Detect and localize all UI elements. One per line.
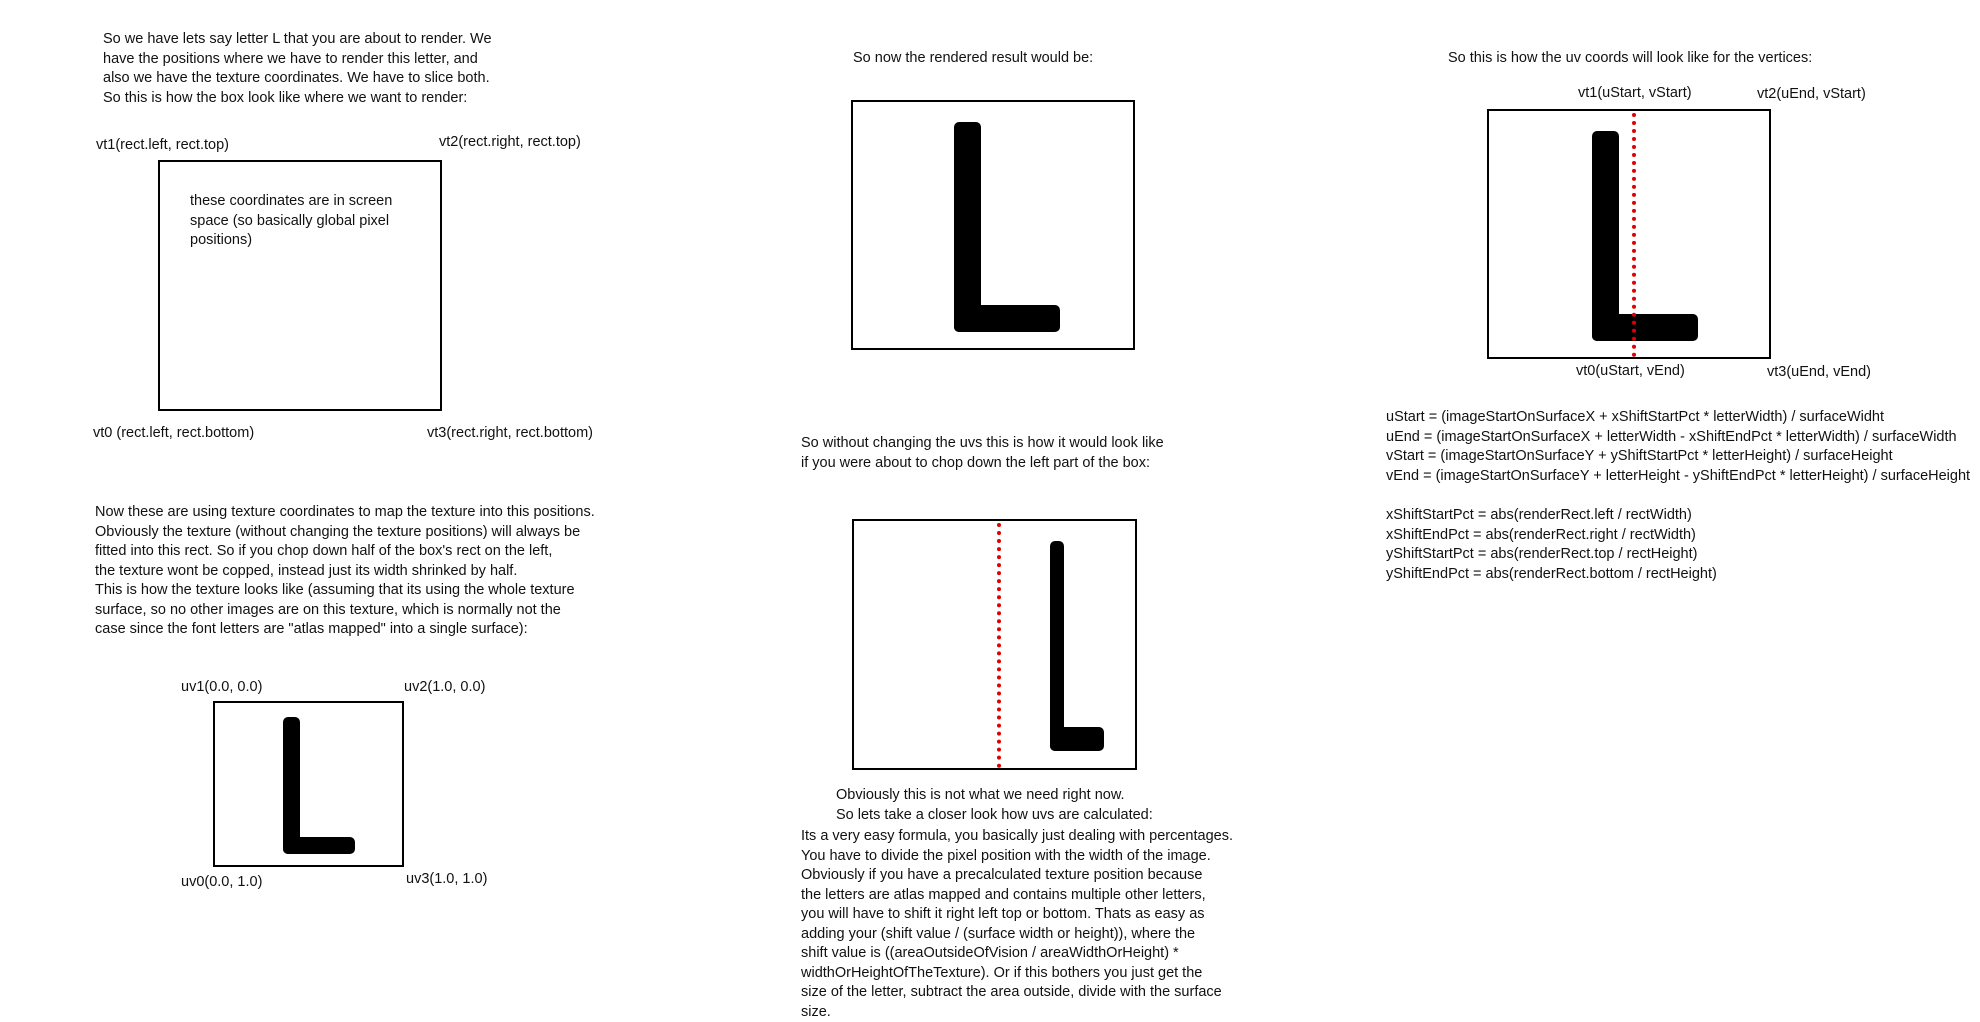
not-needed-line: Obviously this is not what we need right now. (836, 786, 1153, 806)
intro-line: So we have lets say letter L that you are about to render. We (103, 30, 492, 50)
texture-uv2-label: uv2(1.0, 0.0) (404, 678, 485, 698)
uv-cut-line (1632, 113, 1636, 357)
screen-box-note (190, 192, 392, 251)
texture-explain-line: Now these are using texture coordinates to map the texture into this positions. (95, 503, 595, 523)
letter-l-stem (283, 717, 300, 854)
screen-vt2-label: vt2(rect.right, rect.top) (439, 133, 581, 153)
screen-vt0-label: vt0 (rect.left, rect.bottom) (93, 424, 254, 444)
screen-note-line: these coordinates are in screen (190, 192, 392, 212)
formula-explain-line: Obviously if you have a precalculated texture position because (801, 866, 1233, 886)
texture-explain-line: the texture wont be copped, instead just its width shrinked by half. (95, 562, 595, 582)
chopped-caption-line: So without changing the uvs this is how it would look like (801, 434, 1164, 454)
uv-formula-line: vStart = (imageStartOnSurfaceY + yShiftStartPct * letterHeight) / surfaceHeight (1386, 447, 1970, 467)
formula-explain-line: the letters are atlas mapped and contains multiple other letters, (801, 886, 1233, 906)
texture-uv1-label: uv1(0.0, 0.0) (181, 678, 262, 698)
texture-box (213, 701, 404, 867)
intro-text (103, 30, 492, 108)
texture-explain-line: This is how the texture looks like (assuming that its using the whole texture (95, 581, 595, 601)
uv-coords-box (1487, 109, 1771, 359)
uv-formulas (1386, 408, 1970, 486)
formula-explain-line: widthOrHeightOfTheTexture). Or if this bothers you just get the (801, 964, 1233, 984)
uv-vt1-label: vt1(uStart, vStart) (1578, 84, 1692, 104)
texture-explain-line: case since the font letters are "atlas mapped" into a single surface): (95, 620, 595, 640)
intro-line: So this is how the box look like where we want to render: (103, 89, 492, 109)
not-needed-line: So lets take a closer look how uvs are calculated: (836, 806, 1153, 826)
formula-explain-line: shift value is ((areaOutsideOfVision / areaWidthOrHeight) * (801, 944, 1233, 964)
letter-l-foot (283, 837, 355, 854)
formula-explain-line: size. (801, 1003, 1233, 1022)
chopped-caption-line: if you were about to chop down the left part of the box: (801, 454, 1164, 474)
chop-cut-line (997, 523, 1001, 768)
formula-explanation (801, 827, 1233, 1022)
formula-explain-line: size of the letter, subtract the area outside, divide with the surface (801, 983, 1233, 1003)
chopped-render-box (852, 519, 1137, 770)
texture-explain-line: surface, so no other images are on this texture, which is normally not the (95, 601, 595, 621)
uv-vt2-label: vt2(uEnd, vStart) (1757, 85, 1866, 105)
chopped-caption (801, 434, 1164, 473)
formula-explain-line: adding your (shift value / (surface width or height)), where the (801, 925, 1233, 945)
letter-l-stem (954, 122, 981, 332)
formula-explain-line: Its a very easy formula, you basically just dealing with percentages. (801, 827, 1233, 847)
screen-vt1-label: vt1(rect.left, rect.top) (96, 136, 229, 156)
intro-line: have the positions where we have to render this letter, and (103, 50, 492, 70)
uv-vt0-label: vt0(uStart, vEnd) (1576, 362, 1685, 382)
intro-line: also we have the texture coordinates. We have to slice both. (103, 69, 492, 89)
shift-formula-line: yShiftEndPct = abs(renderRect.bottom / rectHeight) (1386, 565, 1717, 585)
screen-space-box (158, 160, 442, 411)
screen-note-line: space (so basically global pixel (190, 212, 392, 232)
rendered-result-caption: So now the rendered result would be: (853, 49, 1093, 69)
shift-formula-line: xShiftEndPct = abs(renderRect.right / rectWidth) (1386, 526, 1717, 546)
letter-l-foot (1592, 314, 1698, 341)
uv-formula-line: uEnd = (imageStartOnSurfaceX + letterWidth - xShiftEndPct * letterWidth) / surfaceWidth (1386, 428, 1970, 448)
shift-formula-line: xShiftStartPct = abs(renderRect.left / rectWidth) (1386, 506, 1717, 526)
texture-explanation (95, 503, 595, 640)
uv-formula-line: uStart = (imageStartOnSurfaceX + xShiftStartPct * letterWidth) / surfaceWidht (1386, 408, 1970, 428)
uv-formula-line: vEnd = (imageStartOnSurfaceY + letterHeight - yShiftEndPct * letterHeight) / surfaceHeight (1386, 467, 1970, 487)
texture-uv3-label: uv3(1.0, 1.0) (406, 870, 487, 890)
letter-l-stem (1050, 541, 1064, 751)
screen-note-line: positions) (190, 231, 392, 251)
letter-l-foot (954, 305, 1060, 332)
screen-vt3-label: vt3(rect.right, rect.bottom) (427, 424, 593, 444)
texture-explain-line: Obviously the texture (without changing the texture positions) will always be (95, 523, 595, 543)
rendered-result-box (851, 100, 1135, 350)
formula-explain-line: You have to divide the pixel position with the width of the image. (801, 847, 1233, 867)
uv-coords-caption: So this is how the uv coords will look like for the vertices: (1448, 49, 1812, 69)
shift-formulas (1386, 506, 1717, 584)
letter-l-stem (1592, 131, 1619, 341)
texture-explain-line: fitted into this rect. So if you chop down half of the box's rect on the left, (95, 542, 595, 562)
uv-vt3-label: vt3(uEnd, vEnd) (1767, 363, 1871, 383)
formula-explain-line: you will have to shift it right left top or bottom. Thats as easy as (801, 905, 1233, 925)
texture-uv0-label: uv0(0.0, 1.0) (181, 873, 262, 893)
shift-formula-line: yShiftStartPct = abs(renderRect.top / rectHeight) (1386, 545, 1717, 565)
not-needed-text (836, 786, 1153, 825)
letter-l-foot (1050, 727, 1104, 751)
